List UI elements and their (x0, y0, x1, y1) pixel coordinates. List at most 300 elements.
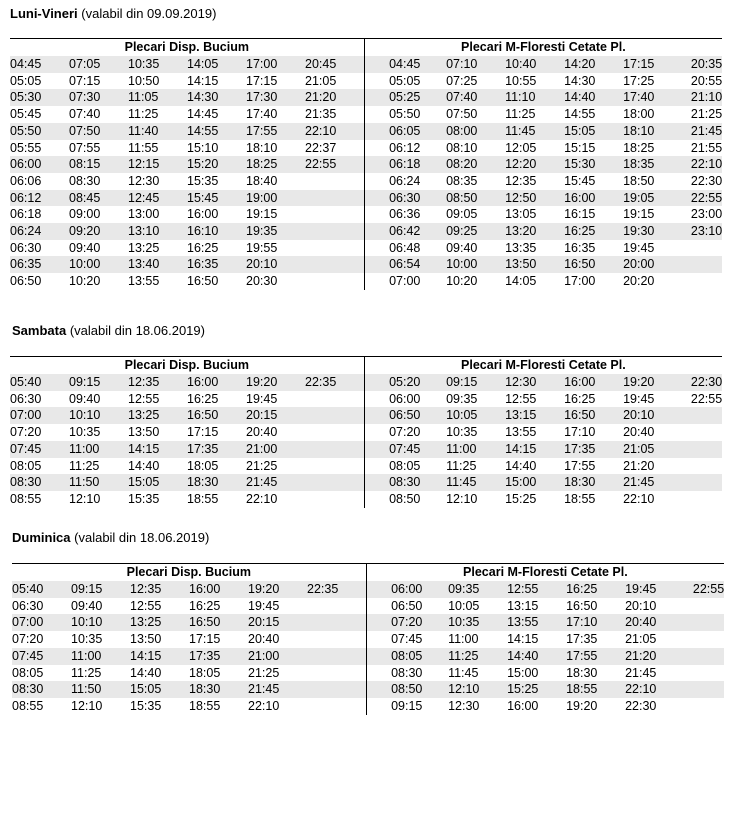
departure-time: 11:55 (128, 140, 159, 155)
departure-time: 14:55 (187, 123, 246, 140)
departure-time: 06:48 (389, 240, 421, 255)
departure-time (307, 598, 366, 615)
departure-time: 11:25 (71, 665, 102, 680)
departure-time: 11:45 (505, 123, 564, 140)
departure-time: 20:40 (625, 614, 684, 631)
departure-time: 22:10 (248, 698, 280, 713)
departure-time: 19:20 (248, 581, 307, 598)
departure-time (307, 631, 366, 648)
departure-time: 13:55 (507, 614, 566, 631)
departure-time (682, 424, 722, 441)
departure-time: 22:35 (305, 374, 364, 391)
departure-time: 20:40 (246, 425, 278, 440)
departure-time: 07:00 (12, 614, 71, 631)
departure-time: 21:20 (623, 458, 655, 473)
departure-time: 23:00 (690, 207, 723, 222)
departure-time: 12:10 (69, 491, 101, 506)
departure-time: 14:15 (128, 441, 187, 458)
departure-time: 11:10 (505, 89, 564, 106)
departure-time: 22:30 (690, 173, 723, 188)
departure-time (684, 648, 724, 665)
departure-time: 12:20 (505, 156, 564, 173)
departure-time: 07:40 (446, 89, 505, 106)
departure-time: 08:20 (446, 156, 505, 173)
departure-time: 16:00 (507, 698, 539, 713)
departure-time: 10:35 (128, 56, 187, 73)
departure-time: 19:05 (623, 190, 682, 207)
timetable-sunday (12, 563, 724, 715)
table-header (12, 564, 724, 582)
departure-time: 18:10 (246, 140, 278, 155)
departure-time: 05:20 (389, 374, 446, 391)
departure-time: 10:35 (446, 425, 478, 440)
departure-time: 11:25 (69, 458, 100, 473)
column-divider (364, 123, 389, 140)
column-divider (364, 206, 389, 223)
departure-time: 17:15 (189, 632, 221, 647)
departure-time: 12:55 (507, 581, 566, 598)
departure-time: 06:50 (10, 274, 42, 289)
departure-time: 21:05 (625, 632, 657, 647)
departure-time (305, 256, 364, 273)
departure-time (307, 681, 366, 698)
departure-time (682, 240, 722, 257)
departure-time: 05:50 (389, 107, 421, 122)
column-divider (364, 73, 389, 90)
departure-time: 07:30 (69, 89, 128, 106)
departure-time: 06:35 (10, 256, 69, 273)
departure-time: 15:30 (564, 156, 623, 173)
departure-time: 08:05 (10, 458, 42, 473)
departure-time: 08:05 (391, 648, 448, 665)
column-divider (366, 598, 391, 615)
header-left: Plecari Disp. Bucium (10, 39, 364, 57)
departure-time: 11:50 (71, 681, 130, 698)
departure-time: 12:35 (128, 374, 187, 391)
departure-time: 19:45 (625, 581, 684, 598)
departure-time: 16:00 (187, 207, 219, 222)
column-divider (364, 256, 389, 273)
departure-time: 16:50 (189, 614, 248, 631)
departure-time: 21:45 (246, 474, 305, 491)
column-divider (364, 374, 389, 391)
departure-time: 16:50 (187, 407, 246, 424)
departure-time: 15:05 (130, 681, 189, 698)
table-row (10, 391, 722, 408)
departure-time: 18:25 (246, 156, 305, 173)
departure-time: 14:40 (128, 458, 160, 473)
departure-time: 21:05 (305, 73, 337, 88)
departure-time: 18:30 (566, 665, 598, 680)
departure-time (684, 631, 724, 648)
departure-time (307, 698, 366, 715)
departure-time: 15:00 (507, 665, 539, 680)
departure-time: 22:10 (246, 491, 278, 506)
departure-time: 07:20 (12, 632, 44, 647)
departure-time: 09:40 (71, 598, 103, 613)
departure-time (305, 407, 364, 424)
departure-time: 06:24 (389, 173, 421, 188)
departure-time: 14:40 (564, 89, 623, 106)
departure-time (684, 698, 724, 715)
departure-time: 16:25 (564, 223, 623, 240)
departure-time: 08:00 (446, 123, 505, 140)
departure-time: 08:05 (389, 458, 421, 473)
departure-time: 17:55 (246, 123, 305, 140)
departure-time (682, 273, 722, 290)
departure-time: 07:45 (391, 632, 423, 647)
departure-time: 13:55 (505, 425, 537, 440)
table-row (10, 256, 722, 273)
departure-time: 14:30 (187, 89, 246, 106)
departure-time: 13:15 (507, 598, 539, 613)
departure-time (682, 441, 722, 458)
departure-time: 11:00 (446, 441, 505, 458)
table-row (10, 190, 722, 207)
departure-time: 18:40 (246, 173, 278, 188)
departure-time: 08:45 (69, 190, 128, 207)
table-header (10, 357, 722, 375)
departure-time (684, 681, 724, 698)
table-row (10, 173, 722, 190)
departure-time: 08:30 (391, 665, 423, 680)
departure-time: 06:30 (10, 391, 42, 406)
departure-time: 15:35 (130, 698, 162, 713)
table-row (10, 156, 722, 173)
departure-time: 11:25 (446, 458, 477, 473)
departure-time: 18:05 (187, 458, 219, 473)
departure-time: 20:40 (248, 632, 280, 647)
departure-time: 20:40 (623, 425, 655, 440)
departure-time: 10:10 (69, 407, 128, 424)
departure-time: 15:45 (564, 173, 596, 188)
departure-time: 19:00 (246, 190, 305, 207)
departure-time: 10:35 (69, 425, 101, 440)
departure-time (684, 614, 724, 631)
departure-time: 17:00 (564, 274, 596, 289)
departure-time: 19:15 (623, 207, 655, 222)
departure-time (305, 424, 364, 441)
departure-time: 19:45 (623, 391, 655, 406)
departure-time: 14:20 (564, 56, 623, 73)
departure-time: 07:15 (69, 73, 101, 88)
departure-time: 16:25 (566, 581, 625, 598)
departure-time: 19:35 (246, 223, 305, 240)
departure-time: 06:30 (10, 240, 42, 255)
column-divider (364, 273, 389, 290)
departure-time: 09:00 (69, 207, 101, 222)
departure-time: 16:50 (564, 256, 623, 273)
departure-time: 16:50 (564, 407, 623, 424)
departure-time: 14:40 (505, 458, 537, 473)
departure-time: 13:00 (128, 207, 160, 222)
departure-time: 16:50 (187, 274, 219, 289)
departure-time: 16:00 (564, 190, 623, 207)
departure-time: 18:10 (623, 123, 682, 140)
departure-time: 17:30 (246, 89, 305, 106)
departure-time: 10:00 (446, 256, 505, 273)
column-divider (366, 648, 391, 665)
departure-time: 08:30 (389, 474, 446, 491)
column-divider (364, 491, 389, 508)
table-row (10, 424, 722, 441)
departure-time: 12:35 (505, 173, 537, 188)
section-validity: (valabil din 09.09.2019) (81, 6, 217, 21)
departure-time: 14:15 (505, 441, 564, 458)
departure-time: 22:37 (305, 140, 337, 155)
departure-time: 09:15 (71, 581, 130, 598)
section-day: Duminica (12, 530, 71, 545)
departure-time: 08:50 (389, 491, 421, 506)
departure-time: 20:10 (623, 407, 682, 424)
departure-time (305, 441, 364, 458)
departure-time: 20:00 (623, 256, 682, 273)
departure-time: 21:45 (625, 665, 657, 680)
departure-time: 15:05 (128, 474, 187, 491)
departure-time: 07:00 (389, 274, 421, 289)
departure-time: 21:10 (682, 89, 722, 106)
departure-time: 20:10 (625, 598, 657, 613)
departure-time: 12:50 (505, 190, 564, 207)
departure-time: 20:45 (305, 56, 364, 73)
departure-time: 21:45 (623, 474, 682, 491)
departure-time: 06:00 (389, 391, 421, 406)
departure-time: 17:15 (246, 73, 278, 88)
departure-time: 09:25 (446, 223, 505, 240)
departure-time: 09:40 (69, 240, 101, 255)
header-left: Plecari Disp. Bucium (10, 357, 364, 375)
departure-time (682, 474, 722, 491)
departure-time: 20:55 (690, 73, 723, 88)
departure-time: 16:35 (564, 240, 596, 255)
departure-time (682, 458, 722, 475)
departure-time: 11:05 (128, 89, 187, 106)
departure-time: 18:30 (189, 681, 248, 698)
departure-time: 16:25 (187, 240, 219, 255)
table-row (12, 614, 724, 631)
departure-time: 14:15 (187, 73, 219, 88)
departure-time: 19:20 (246, 374, 305, 391)
departure-time: 23:10 (682, 223, 722, 240)
departure-time: 19:30 (623, 223, 682, 240)
departure-time: 13:50 (505, 256, 564, 273)
table-row (12, 648, 724, 665)
departure-time: 13:25 (128, 407, 187, 424)
departure-time: 16:00 (564, 374, 623, 391)
departure-time (682, 491, 722, 508)
departure-time: 21:25 (248, 665, 280, 680)
departure-time: 08:35 (446, 173, 478, 188)
column-divider (364, 223, 389, 240)
column-divider (364, 173, 389, 190)
departure-time: 15:25 (507, 681, 566, 698)
departure-time: 12:10 (71, 698, 103, 713)
departure-time: 06:42 (389, 223, 446, 240)
column-divider (364, 240, 389, 257)
departure-time: 18:05 (189, 665, 221, 680)
table-row (10, 441, 722, 458)
departure-time: 06:06 (10, 173, 42, 188)
departure-time: 20:10 (246, 256, 305, 273)
departure-time: 17:15 (623, 56, 682, 73)
table-row (10, 407, 722, 424)
departure-time: 15:20 (187, 156, 246, 173)
departure-time: 15:15 (564, 140, 596, 155)
departure-time: 07:50 (446, 107, 478, 122)
departure-time: 05:30 (10, 89, 69, 106)
departure-time: 19:45 (623, 240, 655, 255)
departure-time (307, 648, 366, 665)
departure-time: 22:55 (305, 156, 364, 173)
departure-time: 18:35 (623, 156, 682, 173)
departure-time: 05:50 (10, 123, 69, 140)
column-divider (364, 56, 389, 73)
departure-time (305, 491, 364, 508)
departure-time: 07:40 (69, 107, 101, 122)
departure-time: 10:50 (128, 73, 160, 88)
departure-time: 17:25 (623, 73, 655, 88)
departure-time: 21:35 (305, 107, 337, 122)
departure-time: 20:30 (246, 274, 278, 289)
departure-time (307, 614, 366, 631)
departure-time: 12:30 (128, 173, 160, 188)
departure-time: 15:25 (505, 491, 537, 506)
departure-time: 12:10 (446, 491, 478, 506)
departure-time: 08:30 (10, 474, 69, 491)
departure-time: 05:40 (10, 374, 69, 391)
departure-time: 07:45 (12, 648, 71, 665)
departure-time: 21:45 (248, 681, 307, 698)
departure-time: 17:15 (187, 425, 219, 440)
column-divider (364, 441, 389, 458)
departure-time: 10:35 (71, 632, 103, 647)
departure-time: 22:10 (682, 156, 722, 173)
table-row (12, 681, 724, 698)
departure-time: 08:50 (391, 681, 448, 698)
departure-time: 07:20 (389, 425, 421, 440)
departure-time: 05:40 (12, 581, 71, 598)
departure-time: 18:55 (566, 681, 625, 698)
departure-time: 18:00 (623, 107, 655, 122)
departure-time: 17:10 (564, 425, 596, 440)
departure-time: 09:15 (69, 374, 128, 391)
departure-time: 17:55 (564, 458, 596, 473)
departure-time: 18:25 (623, 140, 655, 155)
departure-time: 18:55 (187, 491, 219, 506)
departure-time: 10:00 (69, 256, 128, 273)
departure-time: 21:55 (690, 140, 723, 155)
departure-time: 22:10 (305, 123, 364, 140)
departure-time: 06:24 (10, 223, 69, 240)
departure-time: 09:15 (446, 374, 505, 391)
table-row (10, 56, 722, 73)
departure-time: 13:05 (505, 207, 537, 222)
departure-time: 08:05 (12, 665, 44, 680)
departure-time: 06:18 (10, 207, 42, 222)
column-divider (364, 140, 389, 157)
section-day: Luni-Vineri (10, 6, 78, 21)
timetable-weekdays (10, 38, 722, 290)
departure-time: 18:50 (623, 173, 655, 188)
departure-time: 05:25 (389, 89, 446, 106)
departure-time: 16:00 (189, 581, 248, 598)
column-divider (364, 391, 389, 408)
departure-time (307, 665, 366, 682)
header-right: Plecari M-Floresti Cetate Pl. (364, 357, 722, 375)
departure-time: 22:30 (682, 374, 722, 391)
departure-time: 06:30 (389, 190, 446, 207)
departure-time: 06:05 (389, 123, 446, 140)
departure-time (305, 173, 364, 190)
departure-time: 06:00 (10, 156, 69, 173)
departure-time: 07:20 (391, 614, 448, 631)
departure-time (682, 256, 722, 273)
departure-time: 13:10 (128, 223, 187, 240)
departure-time: 05:45 (10, 107, 42, 122)
departure-time: 08:15 (69, 156, 128, 173)
departure-time: 16:25 (564, 391, 596, 406)
departure-time: 21:20 (305, 89, 364, 106)
departure-time: 16:25 (189, 598, 221, 613)
departure-time: 20:15 (248, 614, 307, 631)
departure-time: 07:45 (389, 441, 446, 458)
departure-time: 07:00 (10, 407, 69, 424)
departure-time: 15:10 (187, 140, 219, 155)
departure-time (305, 240, 364, 257)
timetable-saturday (10, 356, 722, 508)
departure-time: 07:20 (10, 425, 42, 440)
departure-time: 11:00 (71, 648, 130, 665)
departure-time: 06:36 (389, 207, 421, 222)
departure-time: 16:10 (187, 223, 246, 240)
column-divider (366, 681, 391, 698)
departure-time: 08:50 (446, 190, 505, 207)
section-validity: (valabil din 18.06.2019) (69, 323, 205, 338)
departure-time: 08:30 (12, 681, 71, 698)
departure-time: 12:05 (505, 140, 537, 155)
departure-time: 04:45 (389, 56, 446, 73)
table-header (10, 39, 722, 57)
departure-time: 11:45 (446, 474, 505, 491)
departure-time: 07:45 (10, 441, 69, 458)
departure-time: 10:05 (448, 598, 480, 613)
departure-time: 21:00 (248, 648, 307, 665)
departure-time: 18:30 (187, 474, 246, 491)
departure-time: 14:40 (130, 665, 162, 680)
table-row (10, 240, 722, 257)
table-row (10, 89, 722, 106)
departure-time: 22:10 (623, 491, 655, 506)
departure-time: 13:15 (505, 407, 564, 424)
table-row (10, 491, 722, 508)
departure-time (305, 190, 364, 207)
departure-time: 19:20 (623, 374, 682, 391)
departure-time: 09:15 (391, 698, 423, 713)
departure-time: 12:55 (128, 391, 160, 406)
departure-time: 12:35 (130, 581, 189, 598)
departure-time (305, 223, 364, 240)
column-divider (364, 407, 389, 424)
section-validity: (valabil din 18.06.2019) (74, 530, 210, 545)
departure-time (682, 407, 722, 424)
departure-time: 07:10 (446, 56, 505, 73)
departure-time: 15:05 (564, 123, 623, 140)
departure-time: 11:25 (128, 107, 159, 122)
departure-time: 13:20 (505, 223, 564, 240)
section-title-saturday (12, 323, 205, 338)
departure-time: 05:55 (10, 140, 42, 155)
departure-time: 17:55 (566, 648, 625, 665)
